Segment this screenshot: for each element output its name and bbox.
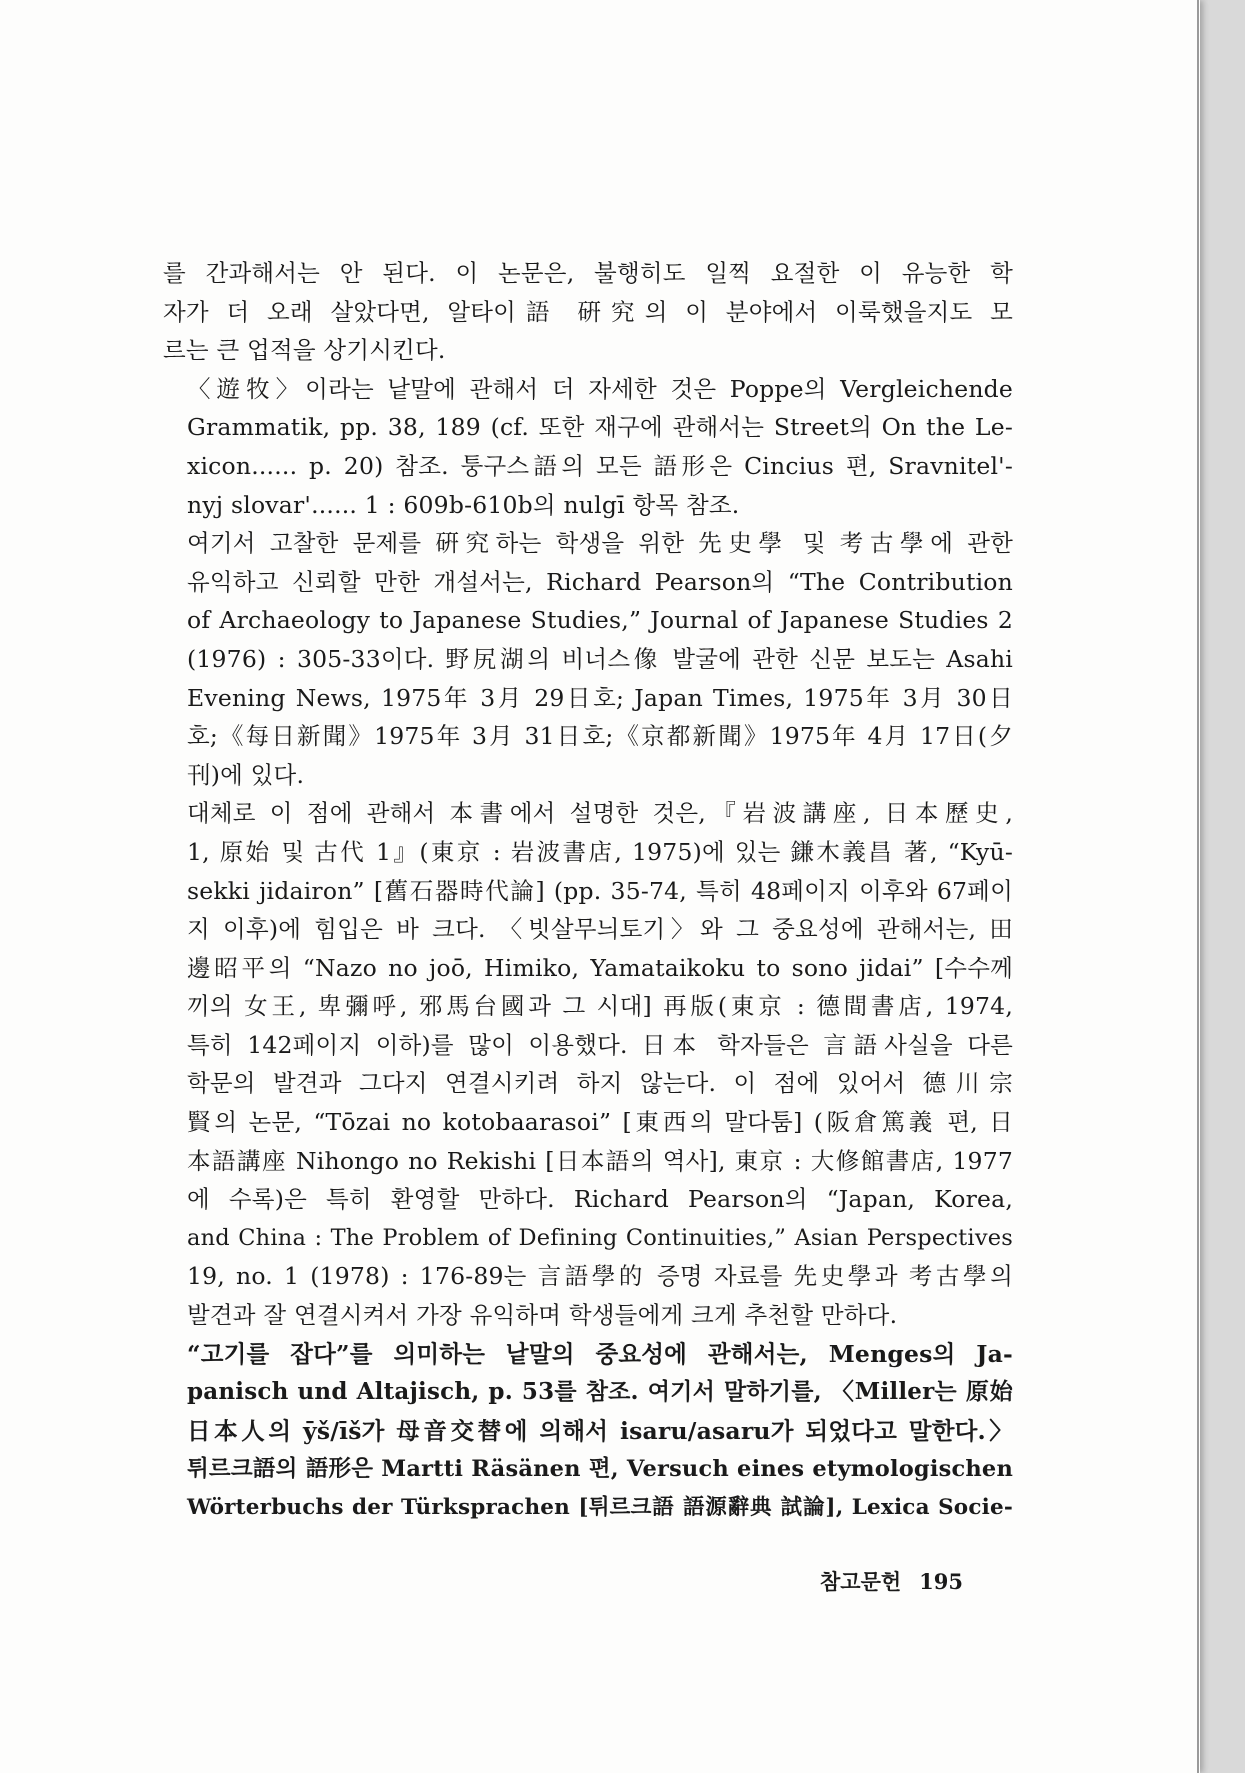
text-line: “고기를 잡다”를 의미하는 낱말의 중요성에 관해서는, Menges의 Ja- <box>187 1339 1013 1368</box>
text-line: 대체로 이 점에 관해서 本書에서 설명한 것은,『岩波講座, 日本歷史, <box>187 799 1013 828</box>
text-line: 호;《每日新聞》1975年 3月 31日호;《京都新聞》1975年 4月 17日(夕 <box>187 722 1013 751</box>
text-line: Grammatik, pp. 38, 189 (cf. 또한 재구에 관해서는 Street의 On the Le- <box>187 413 1013 442</box>
text-line: 本語講座 Nihongo no Rekishi [日本語의 역사], 東京 : 大修館書店, 1977 <box>187 1146 1013 1175</box>
text-line: 19, no. 1 (1978) : 176-89는 言語學的 증명 자료를 先史學과 考古學의 <box>187 1262 1013 1291</box>
text-line: 邊昭平의 “Nazo no joō, Himiko, Yamataikoku to sono jidai” [수수께 <box>187 953 1013 982</box>
paragraph-4 <box>163 794 1013 1334</box>
paragraph-2 <box>163 370 1013 524</box>
text-line: 에 수록)은 특히 환영할 만하다. Richard Pearson의 “Japan, Korea, <box>187 1185 1013 1214</box>
paragraph-3 <box>163 524 1013 794</box>
body-text <box>163 254 1013 1528</box>
text-line: 자가 더 오래 살았다면, 알타이語 硏究의 이 분야에서 이룩했을지도 모 <box>163 297 1013 326</box>
text-line: 특히 142페이지 이하)를 많이 이용했다. 日本 학자들은 言語사실을 다른 <box>187 1030 1013 1059</box>
text-line: 刊)에 있다. <box>187 760 305 789</box>
text-line: 튀르크語의 語形은 Martti Räsänen 편, Versuch eines etymologischen <box>187 1456 1013 1483</box>
text-line: 르는 큰 업적을 상기시킨다. <box>163 336 446 365</box>
text-line: nyj slovar'...... 1 : 609b-610b의 nulgī 항목 참조. <box>187 490 740 519</box>
section-label: 참고문헌 <box>820 1569 902 1594</box>
text-line: 끼의 女王, 卑彌呼, 邪馬台國과 그 시대] 再版(東京 : 德間書店, 1974, <box>187 992 1013 1021</box>
paragraph-1 <box>163 254 1013 370</box>
text-line: xicon...... p. 20) 참조. 퉁구스語의 모든 語形은 Cincius 편, Sravnitel'- <box>187 451 1013 480</box>
page-number: 195 <box>919 1569 963 1594</box>
text-line: 학문의 발견과 그다지 연결시키려 하지 않는다. 이 점에 있어서 德川宗 <box>187 1069 1013 1098</box>
text-line: 賢의 논문, “Tōzai no kotobaarasoi” [東西의 말다툼] (阪倉篤義 편, 日 <box>187 1108 1013 1137</box>
text-line: 지 이후)에 힘입은 바 크다. 〈빗살무늬토기〉와 그 중요성에 관해서는, 田 <box>187 915 1013 944</box>
paragraph-5 <box>163 1335 1013 1528</box>
text-line: 발견과 잘 연결시켜서 가장 유익하며 학생들에게 크게 추천할 만하다. <box>187 1301 898 1330</box>
text-line: Evening News, 1975年 3月 29日호; Japan Times, 1975年 3月 30日 <box>187 683 1013 712</box>
text-line: 日本人의 ȳš/īš가 母音交替에 의해서 isaru/asaru가 되었다고 말한다.〉 <box>187 1416 1013 1445</box>
text-line: 〈遊牧〉이라는 낱말에 관해서 더 자세한 것은 Poppe의 Vergleichende <box>187 374 1013 403</box>
text-line: Wörterbuchs der Türksprachen [튀르크語 語源辭典 試論], Lexica Socie- <box>187 1495 1013 1520</box>
text-line: panisch und Altajisch, p. 53를 참조. 여기서 말하기를, 〈Miller는 原始 <box>187 1378 1013 1406</box>
page-footer <box>820 1566 963 1596</box>
text-line: of Archaeology to Japanese Studies,” Journal of Japanese Studies 2 <box>187 606 1013 635</box>
text-line: sekki jidairon” [舊石器時代論] (pp. 35-74, 특히 48페이지 이후와 67페이 <box>187 876 1013 905</box>
text-line: and China : The Problem of Defining Continuities,” Asian Perspectives <box>187 1224 1013 1251</box>
text-line: 1, 原始 및 古代 1』(東京 : 岩波書店, 1975)에 있는 鎌木義昌 著, “Kyū- <box>187 837 1013 866</box>
text-line: 여기서 고찰한 문제를 硏究하는 학생을 위한 先史學 및 考古學에 관한 <box>187 529 1013 558</box>
text-line: 유익하고 신뢰할 만한 개설서는, Richard Pearson의 “The Contribution <box>187 567 1013 596</box>
text-line: (1976) : 305-33이다. 野尻湖의 비너스像 발굴에 관한 신문 보도는 Asahi <box>187 644 1013 673</box>
page-edge-divider <box>1197 0 1199 1773</box>
text-line: 를 간과해서는 안 된다. 이 논문은, 불행히도 일찍 요절한 이 유능한 학 <box>163 259 1013 287</box>
